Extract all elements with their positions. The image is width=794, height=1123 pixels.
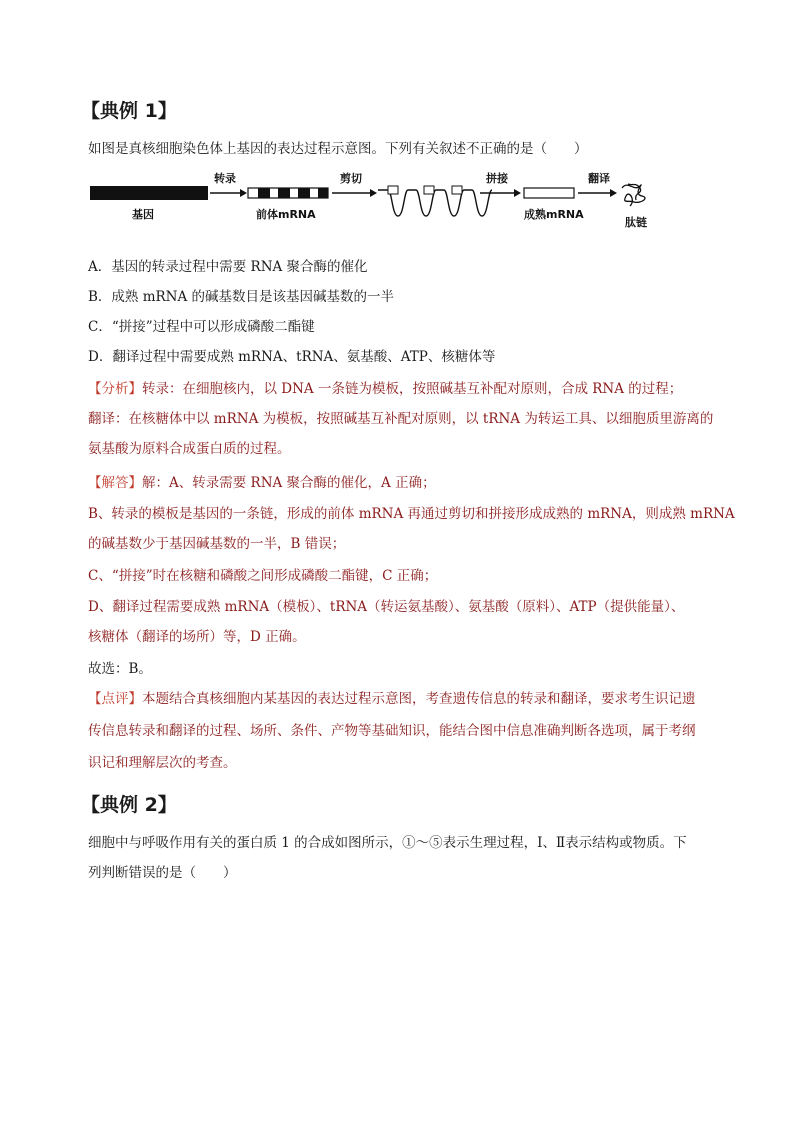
gene-label: 基因 xyxy=(132,208,154,221)
gene-bar xyxy=(90,186,208,200)
comment-line-1 xyxy=(88,690,696,708)
example1-question: 如图是真核细胞染色体上基因的表达过程示意图。下列有关叙述不正确的是（ ） xyxy=(88,141,588,157)
example2-question-line-1: 细胞中与呼吸作用有关的蛋白质 1 的合成如图所示，①～⑤表示生理过程，Ⅰ、Ⅱ表示结构或物质。下 xyxy=(88,835,687,851)
mature-mrna-label: 成熟mRNA xyxy=(524,208,584,221)
analysis-line-2: 翻译：在核糖体中以 mRNA 为模板，按照碱基互补配对原则，以 tRNA 为转运工具、以细胞质里游离的 xyxy=(88,411,714,427)
gene-expression-figure xyxy=(88,168,668,240)
example2-question-line-2: 列判断错误的是（ ） xyxy=(88,865,237,881)
comment-line-3: 识记和理解层次的考查。 xyxy=(88,755,237,771)
answer-line-5: D、翻译过程需要成熟 mRNA（模板）、tRNA（转运氨基酸）、氨基酸（原料）、ATP（提供能量）、 xyxy=(88,599,685,615)
option-b: B．成熟 mRNA 的碱基数目是该基因碱基数的一半 xyxy=(88,289,395,305)
comment-tag: 【点评】 xyxy=(88,691,142,707)
answer-choice: 故选：B。 xyxy=(88,661,152,677)
answer-line-4: C、“拼接”时在核糖和磷酸之间形成磷酸二酯键，C 正确； xyxy=(88,568,438,584)
cutting-label: 剪切 xyxy=(340,172,362,185)
answer-tag: 【解答】 xyxy=(88,475,142,491)
comment-line-2: 传信息转录和翻译的过程、场所、条件、产物等基础知识，能结合图中信息准确判断各选项，属于考纲 xyxy=(88,723,696,739)
analysis-line-3: 氨基酸为原料合成蛋白质的过程。 xyxy=(88,441,291,457)
answer-line-2: B、转录的模板是基因的一条链，形成的前体 mRNA 再通过剪切和拼接形成成熟的 mRNA，则成熟 mRNA xyxy=(88,506,735,522)
comment-text-1: 本题结合真核细胞内某基因的表达过程示意图，考查遗传信息的转录和翻译，要求考生识记遗 xyxy=(142,691,696,707)
pre-mrna-strand xyxy=(248,188,328,198)
answer-line-1 xyxy=(88,474,436,492)
analysis-line-1 xyxy=(88,380,682,398)
analysis-text-1: 转录：在细胞核内，以 DNA 一条链为模板，按照碱基互补配对原则，合成 RNA 的过程； xyxy=(142,381,683,397)
pre-mrna-label: 前体mRNA xyxy=(256,208,316,221)
analysis-tag: 【分析】 xyxy=(88,381,142,397)
peptide-label: 肽链 xyxy=(625,216,647,229)
example1-heading: 【典例 1】 xyxy=(81,100,177,122)
transcription-label: 转录 xyxy=(214,172,236,185)
option-d: D．翻译过程中需要成熟 mRNA、tRNA、氨基酸、ATP、核糖体等 xyxy=(88,349,496,365)
option-a: A．基因的转录过程中需要 RNA 聚合酶的催化 xyxy=(88,259,368,275)
translation-label: 翻译 xyxy=(588,172,610,185)
peptide-chain xyxy=(622,184,645,206)
splicing-label: 拼接 xyxy=(486,172,508,185)
mature-mrna-strand xyxy=(524,188,574,198)
answer-line-3: 的碱基数少于基因碱基数的一半，B 错误； xyxy=(88,536,346,552)
example2-heading: 【典例 2】 xyxy=(81,794,177,816)
answer-text-1: 解：A、转录需要 RNA 聚合酶的催化，A 正确； xyxy=(142,475,436,491)
option-c: C．“拼接”过程中可以形成磷酸二酯键 xyxy=(88,319,315,335)
answer-line-6: 核糖体（翻译的场所）等，D 正确。 xyxy=(88,629,306,645)
